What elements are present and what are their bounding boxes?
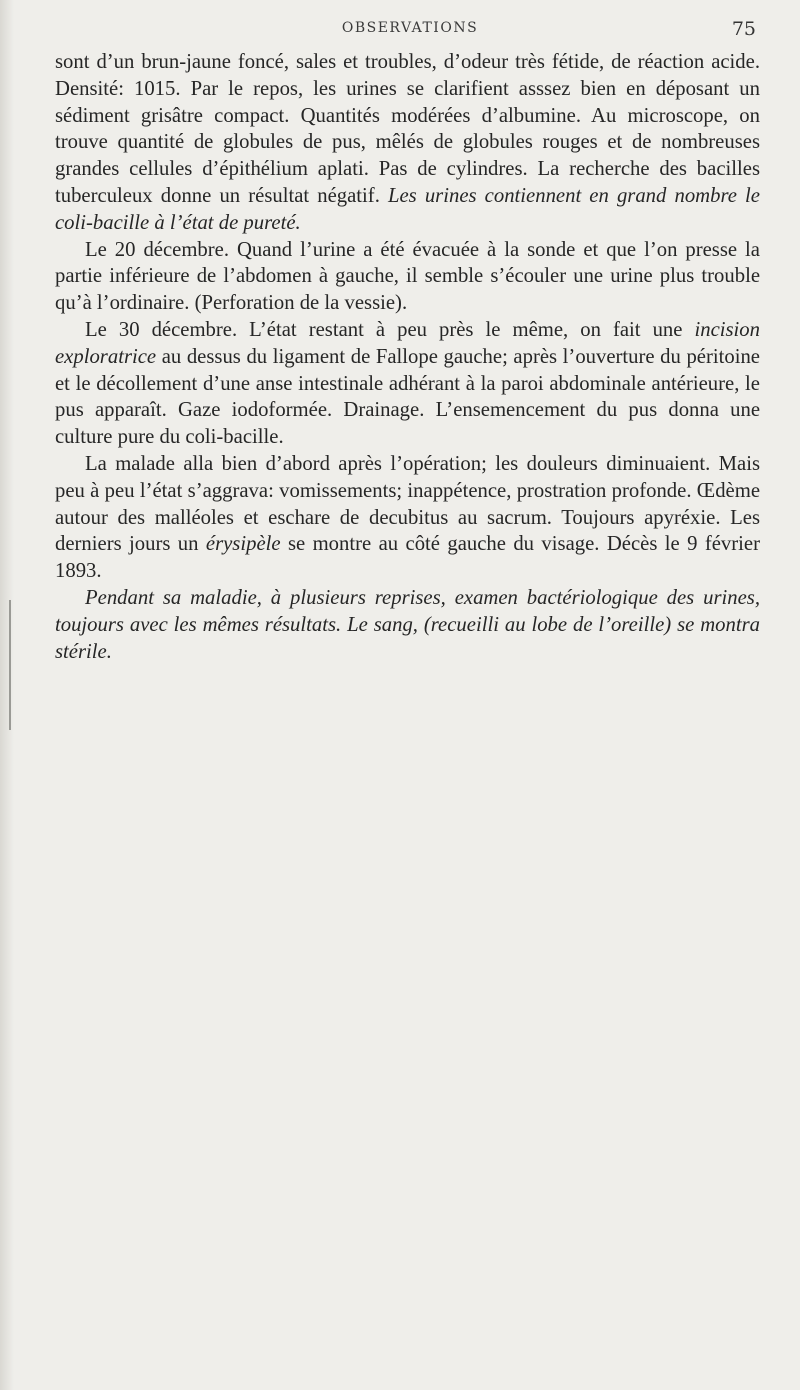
italic-text-span: Les urines contiennent en grand nombre le coli-bacille à l’état de pureté. [55,184,760,234]
paragraph [55,585,760,665]
paragraph [55,237,760,317]
page-header [52,18,768,40]
text-span: se montre au côté gauche du visage. Décès le 9 février 1893. [55,533,760,583]
page-edge-shadow [0,0,14,1390]
italic-text-span: érysipèle [205,533,281,556]
running-title: OBSERVATIONS [341,20,479,36]
text-span: Le 20 décembre. Quand l’urine a été évacuée à la sonde et que l’on presse la partie inférieure de l’abdomen à gauche, il semble s’écouler une urine plus trouble qu’à l’ordinaire. (Perforation de la vessie). [55,238,760,315]
paragraph [55,49,760,237]
body-text [55,49,760,665]
text-span: La malade alla bien d’abord après l’opération; les douleurs diminuaient. Mais peu à peu l’état s’aggrava: vomissements; inappétence, prostration profonde. Œdème autour des malléoles et eschare de decubitus au sacrum. Toujours apyréxie. Les derniers jours un [55,452,760,556]
italic-text-span: Pendant sa maladie, à plusieurs reprises, examen bactériologique des urines, toujours avec les mêmes résultats. Le sang, (recueilli au lobe de l’oreille) se montra stérile. [55,586,760,663]
text-span: Le 30 décembre. L’état restant à peu près le même, on fait une [85,318,695,341]
scan-margin-mark [9,600,11,730]
italic-text-span: incision exploratrice [55,318,760,368]
text-span: au dessus du ligament de Fallope gauche; après l’ouverture du péritoine et le décollement d’une anse intestinale adhérant à la paroi abdominale antérieure, le pus apparaît. Gaze iodoformée. Drainage. L’ensemencement du pus donna une culture pure du coli-bacille. [55,345,760,449]
text-span: sont d’un brun-jaune foncé, sales et troubles, d’odeur très fétide, de réaction acide. Densité: 1015. Par le repos, les urines se clarifient asssez bien en déposant un sédiment grisâtre compact. Quantités modérées d’albumine. Au microscope, on trouve quantité de globules de pus, mêlés de globules rouges et de nombreuses grandes cellules d’épithélium aplati. Pas de cylindres. La recherche des bacilles tuberculeux donne un résultat négatif. [55,51,760,207]
paragraph [55,451,760,585]
page-number: 75 [731,18,756,40]
paragraph [55,317,760,451]
